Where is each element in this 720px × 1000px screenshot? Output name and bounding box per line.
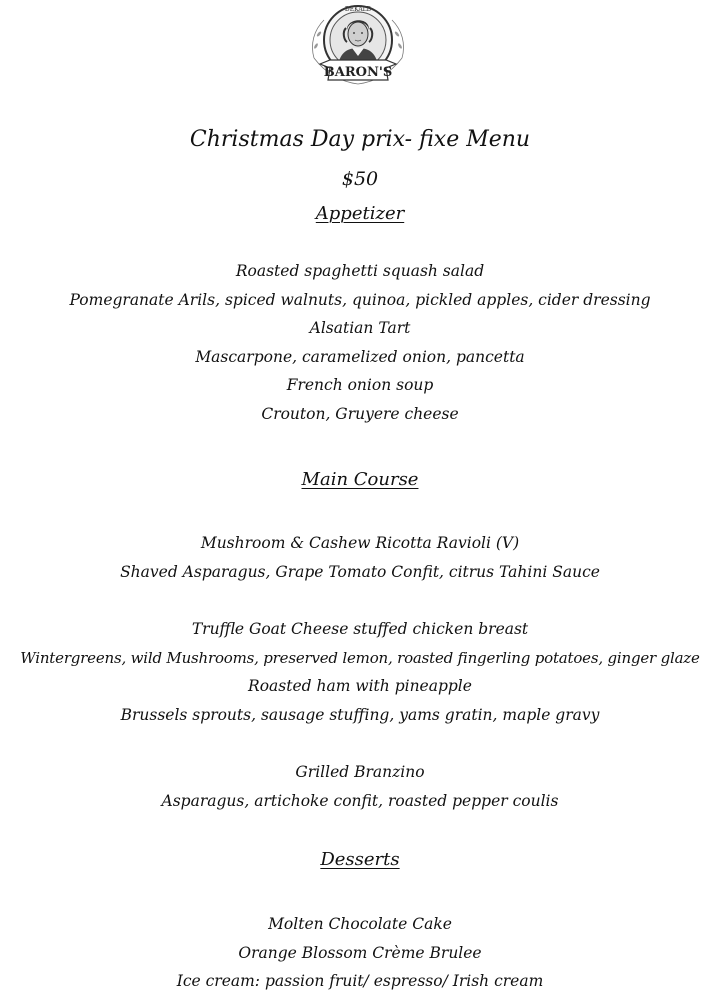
menu-item-dish: Mushroom & Cashew Ricotta Ravioli (V) [200, 534, 520, 552]
menu-item-description: Asparagus, artichoke confit, roasted pepper coulis [161, 792, 559, 810]
menu-item-description: Brussels sprouts, sausage stuffing, yams gratin, maple gravy [120, 706, 600, 724]
menu-item-description: Mascarpone, caramelized onion, pancetta [195, 348, 525, 366]
menu-title: Christmas Day prix- fixe Menu [189, 127, 531, 152]
section-heading-appetizer: Appetizer [315, 203, 405, 224]
menu-item-description: Pomegranate Arils, spiced walnuts, quinoa, pickled apples, cider dressing [69, 291, 651, 309]
logo-top-text: DEKALB [344, 6, 372, 13]
section-heading-desserts: Desserts [320, 849, 400, 870]
menu-item-dish: Ice cream: passion fruit/ espresso/ Irish cream [176, 972, 544, 990]
menu-item-dish: Grilled Branzino [295, 763, 425, 781]
barons-logo [306, 0, 410, 92]
menu-price: $50 [341, 168, 379, 190]
logo-name: BARON'S [323, 65, 393, 80]
menu-item-dish: French onion soup [286, 376, 434, 394]
menu-item-description: Shaved Asparagus, Grape Tomato Confit, citrus Tahini Sauce [120, 563, 600, 581]
menu-item-description: Wintergreens, wild Mushrooms, preserved lemon, roasted fingerling potatoes, ginger glaze [20, 649, 700, 667]
section-heading-main-course: Main Course [301, 469, 419, 490]
menu-item-description: Crouton, Gruyere cheese [261, 405, 459, 423]
menu-item-dish: Molten Chocolate Cake [268, 915, 452, 933]
menu-item-dish: Truffle Goat Cheese stuffed chicken breast [191, 620, 529, 638]
menu-item-dish: Alsatian Tart [309, 319, 411, 337]
menu-item-dish: Roasted ham with pineapple [248, 677, 472, 695]
menu-item-dish: Roasted spaghetti squash salad [235, 262, 485, 280]
menu-item-dish: Orange Blossom Crème Brulee [238, 944, 482, 962]
